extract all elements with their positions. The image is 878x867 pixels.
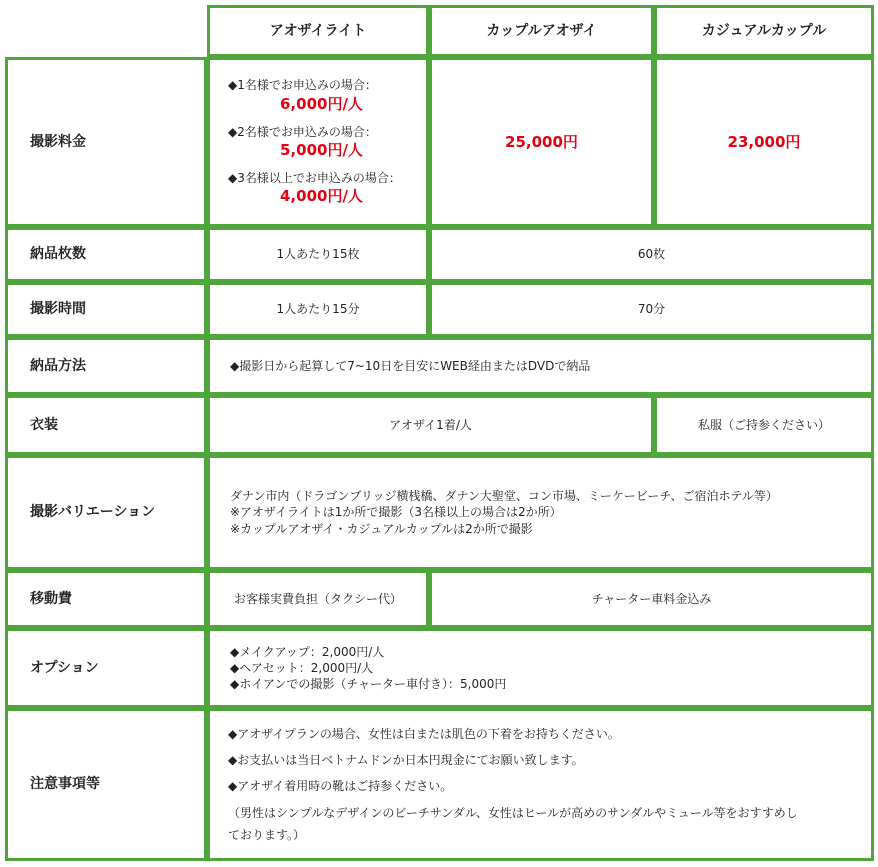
- option-line: ◆ホイアンでの撮影（チャーター車付き）：5,000円: [230, 677, 507, 692]
- variation-lines: [230, 488, 778, 537]
- note-line: ◆アオザイ着用時の靴はご持参ください。: [228, 779, 453, 794]
- row-label-delivery-method: [5, 337, 207, 395]
- column-header-label: カジュアルカップル: [701, 22, 827, 39]
- shooting-time-couples: 70分: [637, 302, 666, 317]
- row-label-text: 納品枚数: [30, 246, 86, 263]
- column-header-label: アオザイライト: [269, 22, 367, 39]
- fee-couple-aodai-cell: [429, 57, 654, 227]
- column-header-casual-couple: [654, 5, 874, 57]
- fee-tier-condition: ◆1名様でお申込みの場合：: [228, 78, 377, 93]
- row-label-text: 撮影バリエーション: [30, 504, 156, 521]
- delivery-count-aodai-light-cell: [207, 227, 429, 282]
- fee-tier-condition: ◆2名様でお申込みの場合：: [228, 124, 377, 139]
- row-label-text: 撮影時間: [30, 301, 86, 318]
- note-line: ◆アオザイプランの場合、女性は白または肌色の下着をお持ちください。: [228, 727, 620, 742]
- note-line: ◆お支払いは当日ベトナムドンか日本円現金にてお願い致します。: [228, 753, 584, 768]
- column-header-couple-aodai: [429, 5, 654, 57]
- delivery-method-text: ◆撮影日から起算して7~10日を目安にWEB経由またはDVDで納品: [230, 358, 591, 373]
- shooting-time-aodai-light-cell: [207, 282, 429, 337]
- variation-line: ※アオザイライトは1か所で撮影（3名様以上の場合は2か所）: [230, 505, 562, 520]
- costume-aodai-cell: [207, 395, 654, 455]
- delivery-count-couples: 60枚: [637, 247, 666, 262]
- row-label-variation: [5, 455, 207, 570]
- row-label-shooting-time: [5, 282, 207, 337]
- row-label-text: 撮影料金: [30, 133, 86, 150]
- delivery-method-cell: [207, 337, 874, 395]
- variation-line: ※カップルアオザイ・カジュアルカップルは2か所で撮影: [230, 521, 533, 536]
- transport-aodai-light: お客様実費負担（タクシー代）: [233, 591, 402, 606]
- shooting-time-couples-cell: [429, 282, 874, 337]
- fee-tier-price: 6,000円/人: [280, 94, 363, 113]
- row-label-delivery-count: [5, 227, 207, 282]
- fee-aodai-light-cell: [207, 57, 429, 227]
- fee-tier-price: 4,000円/人: [280, 187, 363, 206]
- column-header-label: カップルアオザイ: [486, 22, 597, 39]
- fee-tier-condition: ◆3名様以上でお申込みの場合：: [228, 171, 401, 186]
- transport-couples-cell: [429, 570, 874, 628]
- row-label-text: 納品方法: [30, 357, 86, 374]
- fee-tier-list: [228, 77, 401, 206]
- notes-lines: [228, 723, 798, 846]
- costume-casual-cell: [654, 395, 874, 455]
- row-label-text: 注意事項等: [30, 776, 100, 793]
- transport-aodai-light-cell: [207, 570, 429, 628]
- variation-cell: [207, 455, 874, 570]
- fee-casual-couple-cell: [654, 57, 874, 227]
- delivery-count-aodai-light: 1人あたり15枚: [276, 247, 360, 262]
- fee-casual-couple-price: 23,000円: [727, 132, 801, 151]
- option-line: ◆メイクアップ：2,000円/人: [230, 644, 385, 659]
- column-header-aodai-light: [207, 5, 429, 57]
- row-label-costume: [5, 395, 207, 455]
- shooting-time-aodai-light: 1人あたり15分: [276, 302, 360, 317]
- row-label-notes: [5, 708, 207, 861]
- note-line: ております。）: [228, 827, 306, 842]
- row-label-text: 移動費: [30, 590, 72, 607]
- option-line: ◆ヘアセット：2,000円/人: [230, 660, 374, 675]
- row-label-text: 衣装: [30, 416, 58, 433]
- options-cell: [207, 628, 874, 708]
- options-lines: [230, 644, 506, 693]
- row-label-transport: [5, 570, 207, 628]
- costume-aodai-text: アオザイ1着/人: [389, 417, 472, 432]
- fee-tier-price: 5,000円/人: [280, 140, 363, 159]
- fee-couple-aodai-price: 25,000円: [505, 132, 578, 151]
- note-line: （男性はシンプルなデザインのビーチサンダル、女性はヒールが高めのサンダルやミュール等をおすすめし: [228, 805, 798, 820]
- variation-line: ダナン市内（ドラゴンブリッジ横桟橋、ダナン大聖堂、コン市場、ミーケービーチ、ご宿泊ホテル等）: [230, 489, 778, 504]
- transport-couples: チャーター車料金込み: [591, 591, 712, 606]
- row-label-text: オプション: [30, 659, 99, 676]
- costume-casual-text: 私服（ご持参ください）: [697, 417, 830, 432]
- row-label-options: [5, 628, 207, 708]
- notes-cell: [207, 708, 874, 861]
- row-label-fee: [5, 57, 207, 227]
- delivery-count-couples-cell: [429, 227, 874, 282]
